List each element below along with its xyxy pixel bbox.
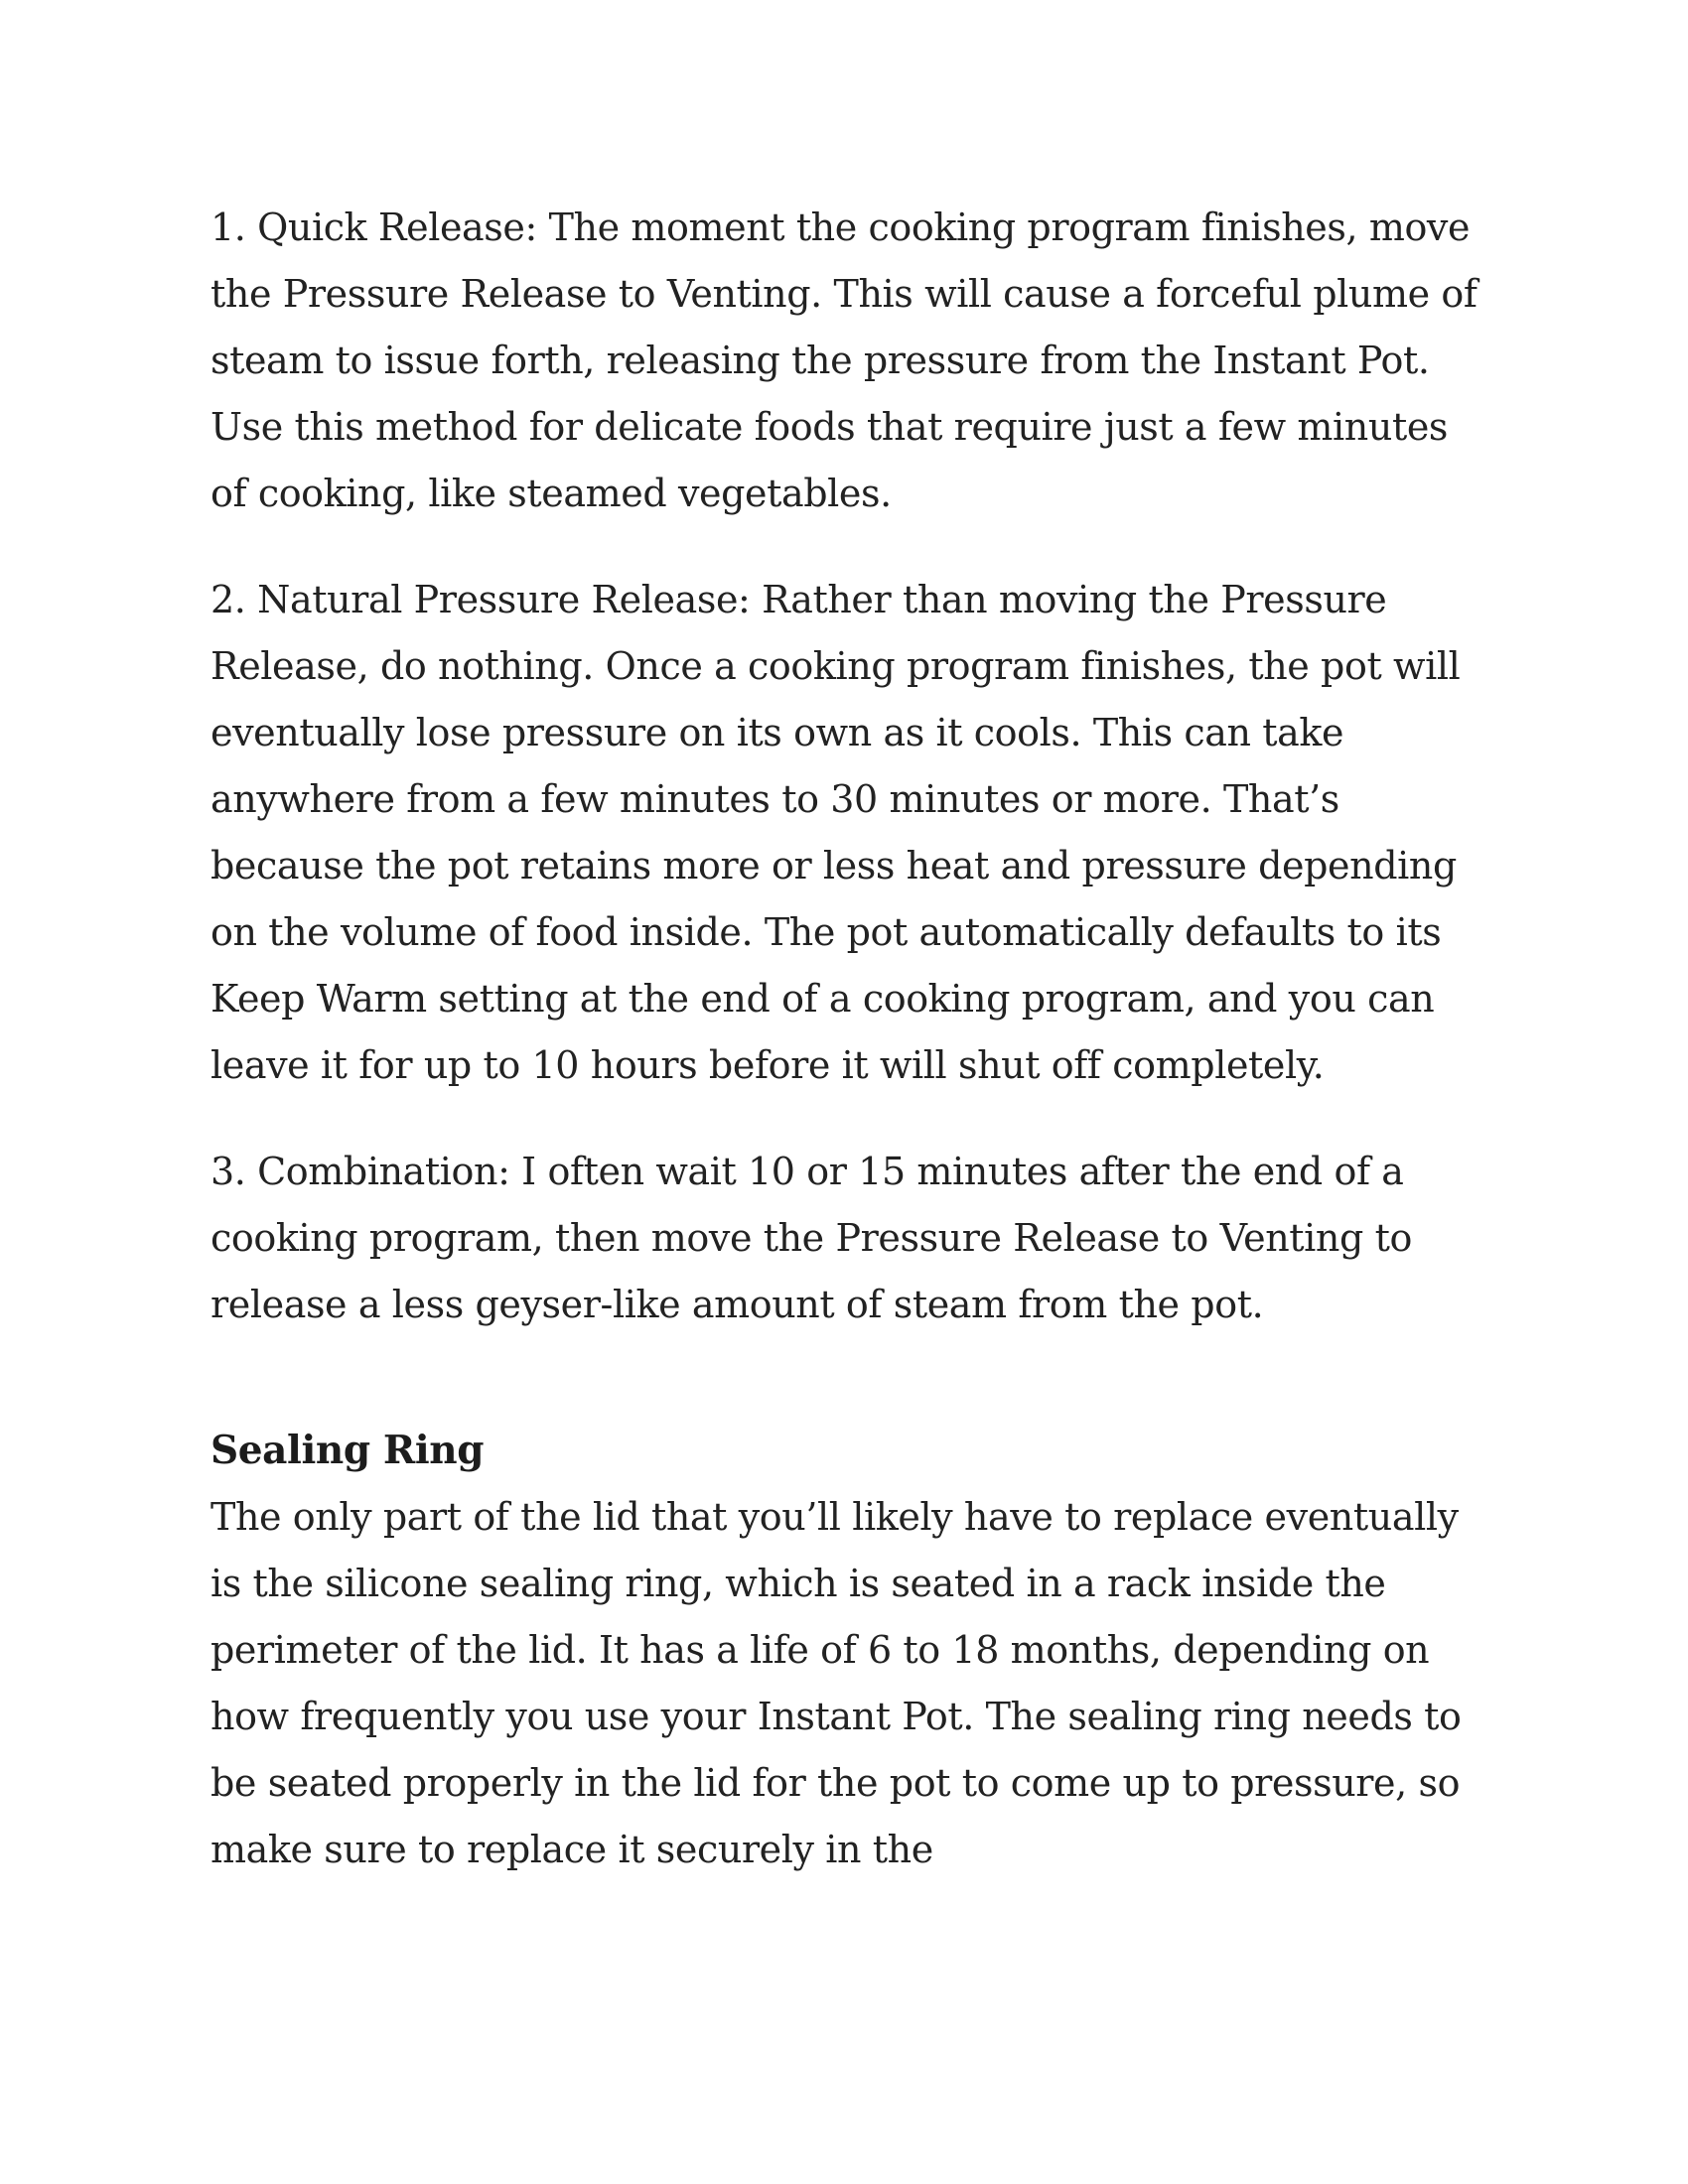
document-page [211,195,1491,1883]
paragraph-combination: 3. Combination: I often wait 10 or 15 minutes after the end of a cooking program, then move the Pressure Release to Venting to release a less geyser-like amount of steam from the pot. [211,1150,1412,1326]
section-body: The only part of the lid that you’ll likely have to replace eventually is the silicone sealing ring, which is seated in a rack inside the perimeter of the lid. It has a life of 6 to 18 months, depending on how frequently you use your Instant Pot. The sealing ring needs to be seated properly in the lid for the pot to come up to pressure, so make sure to replace it securely in the [211,1495,1462,1871]
section-heading: Sealing Ring [211,1428,485,1473]
paragraph-quick-release: 1. Quick Release: The moment the cooking program finishes, move the Pressure Release to Venting. This will cause a forceful plume of steam to issue forth, releasing the pressure from the Instant Pot. Use this method for delicate foods that require just a few minutes of cooking, like steamed vegetables. [211,205,1477,515]
paragraph-natural-pressure-release: 2. Natural Pressure Release: Rather than moving the Pressure Release, do nothing. Once a cooking program finishes, the pot will eventually lose pressure on its own as it cools. This can take anywhere from a few minutes to 30 minutes or more. That’s because the pot retains more or less heat and pressure depending on the volume of food inside. The pot automatically defaults to its Keep Warm setting at the end of a cooking program, and you can leave it for up to 10 hours before it will shut off completely. [211,578,1461,1087]
